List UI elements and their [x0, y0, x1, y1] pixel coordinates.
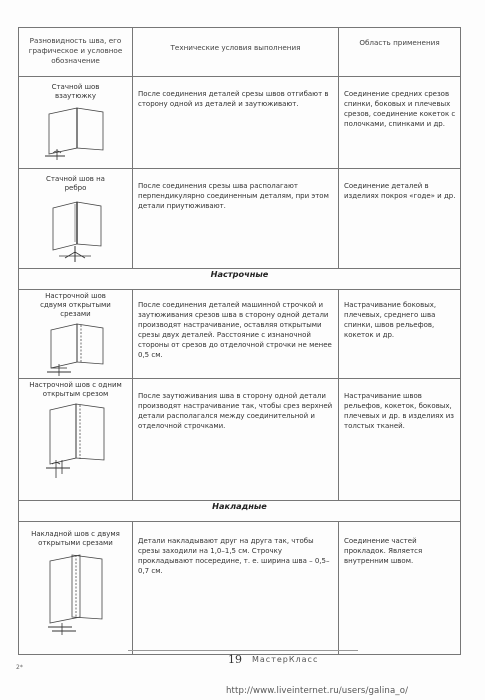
- variant-cell: [19, 169, 133, 269]
- table-row: [19, 290, 461, 379]
- variant-cell: [19, 290, 133, 379]
- variant-label: Накладной шов с двумя открытыми срезами: [31, 530, 120, 547]
- table-row: [19, 169, 461, 269]
- seam-types-table: [18, 27, 461, 655]
- header-conditions: Технические условия выполнения: [133, 28, 339, 77]
- page-number: 19: [228, 653, 242, 666]
- seam-diagram: [41, 322, 111, 378]
- source-url: http://www.liveinternet.ru/users/galina_o/: [226, 686, 409, 696]
- header-variant: Разновидность шва, его графическое и условное обозначение: [19, 28, 133, 77]
- variant-cell: [19, 379, 133, 501]
- section-title: Настрочные: [19, 269, 461, 290]
- variant-label: Стачной шов взаутюжку: [51, 83, 100, 100]
- application-cell: Соединение деталей в изделиях покроя «годе» и др.: [339, 169, 461, 269]
- header-application: Область применения: [339, 28, 461, 77]
- application-cell: Настрачивание швов рельефов, кокеток, боковых, плечевых и др. в изделиях из толстых тканей.: [339, 379, 461, 501]
- publication-brand: МастерКласс: [252, 655, 319, 664]
- table-header-row: [19, 28, 461, 77]
- footer-divider: [128, 650, 358, 651]
- seam-diagram: [41, 196, 111, 264]
- section-title: Накладные: [19, 501, 461, 522]
- seam-diagram: [40, 551, 112, 637]
- variant-cell: [19, 522, 133, 655]
- conditions-cell: После соединения деталей срезы швов отгибают в сторону одной из деталей и заутюживают.: [133, 77, 339, 169]
- variant-label: Стачной шов на ребро: [46, 175, 105, 192]
- seam-diagram: [41, 104, 111, 162]
- application-cell: Соединение средних срезов спинки, боковых и плечевых срезов, соединение кокеток с полочками, спинками и др.: [339, 77, 461, 169]
- conditions-cell: Детали накладывают друг на друга так, чтобы срезы заходили на 1,0–1,5 см. Строчку прокладывают посередине, т. е. ширина шва – 0,5– 0,7 см.: [133, 522, 339, 655]
- variant-cell: [19, 77, 133, 169]
- signature-mark: 2*: [16, 664, 23, 671]
- application-cell: Настрачивание боковых, плечевых, среднего шва спинки, швов рельефов, кокеток и др.: [339, 290, 461, 379]
- variant-label: Настрочной шов с одним открытым срезом: [29, 381, 122, 398]
- table-row: [19, 77, 461, 169]
- conditions-cell: После соединения деталей машинной строчкой и заутюживания срезов шва в сторону одной детали производят настрачивание, оставляя открытыми срезы двух деталей. Расстояние с изнаночной стороны от срезов до отделочной строчки не менее 0,5 см.: [133, 290, 339, 379]
- table-row: [19, 522, 461, 655]
- section-header-row: [19, 269, 461, 290]
- section-header-row: [19, 501, 461, 522]
- conditions-cell: После соединения срезы шва располагают перпендикулярно соединенным деталям, при этом детали приутюживают.: [133, 169, 339, 269]
- conditions-cell: После заутюживания шва в сторону одной детали производят настрачивание так, чтобы срез верхней детали располагался между соединительной и отделочной строчками.: [133, 379, 339, 501]
- variant-label: Настрочной шов сдвумя открытыми срезами: [40, 292, 111, 318]
- seam-diagram: [40, 402, 112, 482]
- application-cell: Соединение частей прокладок. Является внутренним швом.: [339, 522, 461, 655]
- table-row: [19, 379, 461, 501]
